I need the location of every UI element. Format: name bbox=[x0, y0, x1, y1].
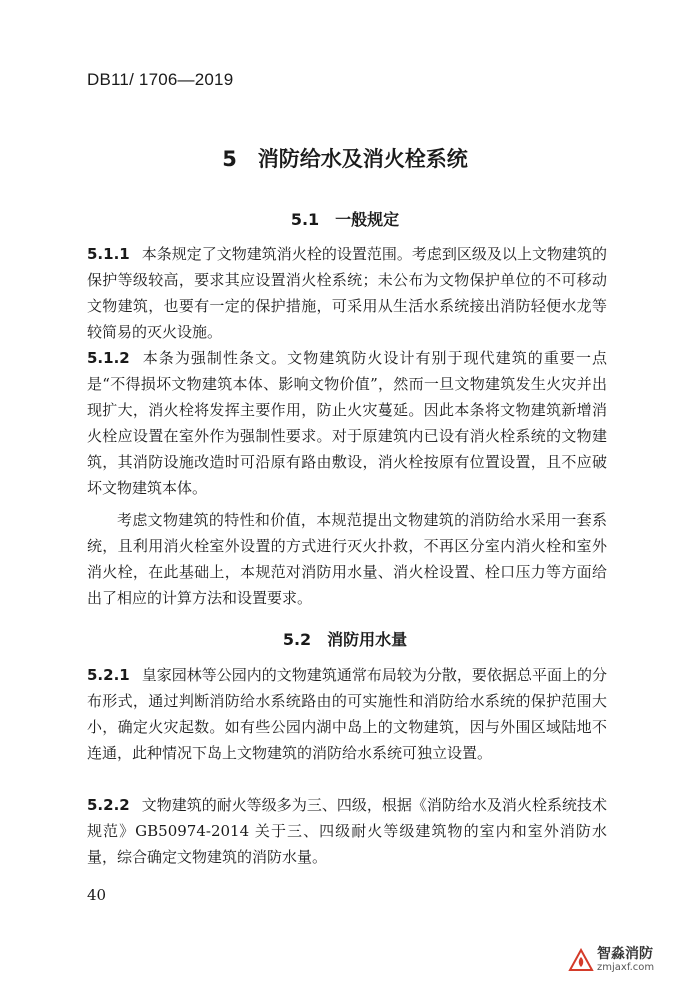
clause-number: 5.1.1 bbox=[87, 245, 130, 263]
clause-5-1-2 bbox=[87, 345, 607, 501]
clause-number: 5.2.1 bbox=[87, 666, 130, 684]
watermark bbox=[568, 947, 654, 973]
clause-text: 文物建筑的耐火等级多为三、四级，根据《消防给水及消火栓系统技术规范》GB50974-2014 关于三、四级耐火等级建筑物的室内和室外消防水量，综合确定文物建筑的消防水量。 bbox=[87, 796, 607, 866]
clause-5-2-2 bbox=[87, 792, 607, 870]
clause-5-2-1 bbox=[87, 662, 607, 766]
clause-text: 本条为强制性条文。文物建筑防火设计有别于现代建筑的重要一点是“不得损坏文物建筑本体、影响文物价值”，然而一旦文物建筑发生火灾并出现扩大，消火栓将发挥主要作用，防止火灾蔓延。因此本条将文物建筑新增消火栓应设置在室外作为强制性要求。对于原建筑内已设有消火栓系统的文物建筑，其消防设施改造时可沿原有路由敷设，消火栓按原有位置设置，且不应破坏文物建筑本体。 bbox=[87, 349, 607, 497]
watermark-name: 智淼消防 bbox=[597, 946, 653, 962]
section-title-5-2: 5.2 消防用水量 bbox=[282, 630, 408, 649]
section-title-5-1: 5.1 一般规定 bbox=[290, 210, 400, 229]
document-code: DB11/ 1706—2019 bbox=[87, 70, 234, 89]
watermark-url: zmjaxf.com bbox=[597, 962, 655, 973]
clause-text: 皇家园林等公园内的文物建筑通常布局较为分散，要依据总平面上的分布形式，通过判断消防给水系统路由的可实施性和消防给水系统的保护范围大小，确定火灾起数。如有些公园内湖中岛上的文物建筑，因与外围区域陆地不连通，此种情况下岛上文物建筑的消防给水系统可独立设置。 bbox=[87, 666, 607, 762]
clause-number: 5.1.2 bbox=[87, 349, 130, 367]
flame-logo-icon bbox=[568, 948, 594, 972]
clause-number: 5.2.2 bbox=[87, 796, 130, 814]
clause-5-1-1 bbox=[87, 241, 607, 345]
explanation-paragraph: 考虑文物建筑的特性和价值，本规范提出文物建筑的消防给水采用一套系统，且利用消火栓室外设置的方式进行灭火扑救，不再区分室内消火栓和室外消火栓，在此基础上，本规范对消防用水量、消火栓设置、栓口压力等方面给出了相应的计算方法和设置要求。 bbox=[87, 511, 607, 607]
clause-text: 本条规定了文物建筑消火栓的设置范围。考虑到区级及以上文物建筑的保护等级较高，要求其应设置消火栓系统；未公布为文物保护单位的不可移动文物建筑，也要有一定的保护措施，可采用从生活水系统接出消防轻便水龙等较简易的灭火设施。 bbox=[87, 245, 607, 341]
chapter-title: 5 消防给水及消火栓系统 bbox=[222, 147, 468, 171]
page-number: 40 bbox=[87, 886, 107, 904]
